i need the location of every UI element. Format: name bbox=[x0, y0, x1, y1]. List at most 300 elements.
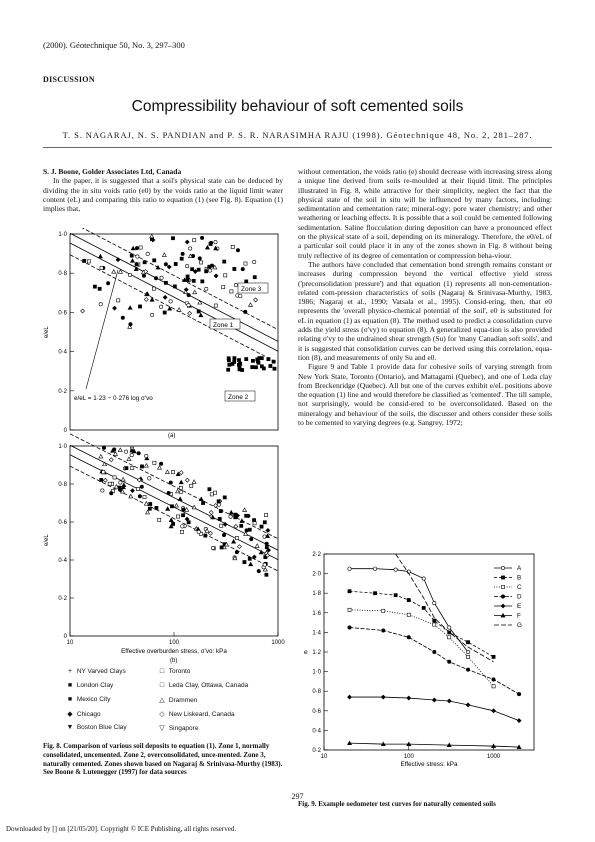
data-point bbox=[171, 522, 174, 525]
data-point bbox=[256, 358, 259, 361]
figure-8 bbox=[40, 228, 290, 668]
data-point bbox=[135, 246, 138, 249]
x-tick-label: 10 bbox=[320, 754, 328, 760]
data-point bbox=[174, 262, 177, 265]
data-point bbox=[394, 594, 397, 597]
fig8b-frame bbox=[70, 446, 278, 636]
data-point bbox=[232, 540, 236, 544]
data-point bbox=[128, 273, 131, 276]
data-point bbox=[124, 450, 127, 453]
data-point bbox=[205, 245, 209, 249]
data-point bbox=[121, 477, 125, 481]
data-point bbox=[100, 478, 103, 481]
data-point bbox=[131, 259, 135, 263]
data-point bbox=[213, 491, 216, 494]
fig8b-ylabel: e/eL bbox=[44, 534, 50, 546]
data-point bbox=[198, 300, 202, 304]
data-point bbox=[101, 489, 104, 492]
data-point bbox=[448, 626, 451, 629]
data-point bbox=[177, 308, 181, 312]
zone3-label: Zone 3 bbox=[241, 286, 262, 293]
data-point bbox=[165, 470, 169, 474]
data-point bbox=[160, 276, 163, 279]
data-point bbox=[179, 480, 183, 484]
data-point bbox=[190, 484, 193, 487]
data-point bbox=[223, 496, 226, 499]
zone2-label: Zone 2 bbox=[228, 394, 249, 401]
data-point bbox=[501, 604, 505, 608]
page-number: 297 bbox=[291, 792, 304, 801]
data-point bbox=[422, 577, 425, 580]
y-tick-label: 0·8 bbox=[312, 689, 321, 696]
legend-item: □ Toronto bbox=[159, 668, 191, 675]
legend-label: A bbox=[517, 565, 522, 573]
data-point bbox=[187, 303, 190, 306]
y-tick-label: 1·0 bbox=[312, 669, 321, 676]
y-tick-label: 0·4 bbox=[312, 728, 321, 735]
data-point bbox=[492, 655, 495, 658]
data-point bbox=[143, 261, 146, 264]
data-point bbox=[168, 307, 172, 311]
fig9-ylabel: e bbox=[304, 649, 308, 656]
data-point bbox=[205, 287, 208, 290]
data-point bbox=[167, 491, 170, 494]
data-point bbox=[260, 525, 263, 528]
data-point bbox=[466, 650, 469, 653]
data-point bbox=[235, 536, 238, 539]
zone-line bbox=[70, 255, 278, 363]
data-point bbox=[164, 263, 167, 266]
data-point bbox=[113, 306, 117, 310]
download-footer: Downloaded by [] on [21/05/20]. Copyright © ICE Publishing, all rights reserved. bbox=[6, 825, 237, 833]
data-point bbox=[433, 619, 436, 622]
data-point bbox=[382, 629, 385, 632]
data-point bbox=[108, 482, 111, 485]
data-point bbox=[214, 274, 218, 278]
data-point bbox=[193, 290, 197, 294]
data-point bbox=[118, 448, 122, 452]
data-point bbox=[245, 357, 248, 360]
fig8a-zone-lines bbox=[70, 228, 278, 363]
left-paragraph: In the paper, it is suggested that a soil's physical state can be deduced by dividing the in situ voids ratio (e0) by the voids ratio at the liquid limit water content (eL) and comparing this ratio to equation (1) (see Fig. 8). Equation (1) implies that, bbox=[43, 176, 283, 214]
data-point bbox=[125, 466, 128, 469]
data-point bbox=[373, 567, 376, 570]
data-point bbox=[239, 362, 242, 365]
legend-item: ■ London Clay bbox=[67, 682, 114, 689]
data-point bbox=[433, 650, 436, 653]
data-point bbox=[239, 294, 242, 297]
data-point bbox=[466, 641, 469, 644]
data-point bbox=[198, 257, 201, 260]
data-point bbox=[130, 489, 134, 493]
fig9-xlabel: Effective stress: kPa bbox=[400, 761, 458, 768]
right-paragraph-3: Figure 9 and Table 1 provide data for cohesive soils of varying strength from New York State, Toronto (Ontario), and Mattagami (Quebec), and one of Leda clay from Breckenridge (Quebec). All but one of the curves exhibit e/eL positions above the equation (1) line and would therefore be classified as 'cemented'. The till sample, not surprisingly, would be consid-ered to be overconsolidated. Based on the mineralogy and behaviour of the soils, the discusser and others consider these soils to be cemented to varying degrees (e.g. Sangrey, 1972; bbox=[298, 362, 552, 428]
data-point bbox=[228, 363, 231, 366]
data-point bbox=[152, 287, 155, 290]
legend-label: F bbox=[517, 612, 521, 620]
data-point bbox=[153, 259, 156, 262]
data-point bbox=[240, 519, 244, 523]
data-point bbox=[163, 311, 166, 314]
data-point bbox=[138, 305, 141, 308]
data-point bbox=[87, 260, 90, 263]
data-point bbox=[148, 507, 151, 510]
data-point bbox=[167, 265, 171, 269]
data-point bbox=[214, 240, 217, 243]
data-point bbox=[176, 515, 179, 518]
data-point bbox=[253, 276, 256, 279]
y-tick-label: 0·2 bbox=[312, 748, 321, 754]
data-point bbox=[241, 368, 244, 371]
data-point bbox=[348, 567, 351, 570]
fig8b-xlabel: Effective overburden stress, σ'vo: kPa bbox=[121, 648, 227, 655]
legend-label: E bbox=[517, 603, 522, 611]
data-point bbox=[433, 601, 436, 604]
fig8b-points bbox=[99, 446, 271, 576]
data-point bbox=[197, 268, 200, 271]
fig8a-ylabel: e/eL bbox=[44, 326, 50, 338]
data-point bbox=[214, 304, 217, 307]
data-point bbox=[98, 287, 101, 290]
data-point bbox=[382, 609, 385, 612]
fig9-caption: Fig. 9. Example oedometer test curves for naturally cemented soils bbox=[298, 800, 496, 808]
data-point bbox=[407, 696, 411, 700]
fig8a-yticks bbox=[58, 232, 74, 434]
data-point bbox=[237, 545, 241, 549]
data-point bbox=[156, 265, 160, 269]
fig8a-points bbox=[81, 234, 276, 371]
data-point bbox=[121, 316, 124, 319]
data-point bbox=[466, 655, 469, 658]
data-point bbox=[144, 464, 148, 468]
data-point bbox=[251, 366, 254, 369]
data-point bbox=[447, 699, 451, 703]
x-tick-label: 1000 bbox=[271, 640, 285, 646]
y-tick-label: 0·4 bbox=[58, 349, 67, 356]
data-point bbox=[263, 563, 266, 566]
data-point bbox=[135, 262, 138, 265]
data-point bbox=[204, 534, 207, 537]
data-point bbox=[150, 234, 154, 238]
data-point bbox=[265, 513, 268, 516]
y-tick-label: 1·0 bbox=[58, 444, 67, 450]
y-tick-label: 0·8 bbox=[58, 271, 67, 278]
fig9-curves bbox=[348, 554, 522, 749]
data-point bbox=[252, 519, 255, 522]
data-point bbox=[222, 533, 225, 536]
data-point bbox=[102, 471, 105, 474]
data-point bbox=[116, 258, 120, 262]
data-point bbox=[99, 454, 103, 458]
data-point bbox=[98, 254, 102, 258]
left-column-text bbox=[43, 167, 283, 213]
data-point bbox=[144, 297, 148, 301]
data-point bbox=[106, 282, 109, 285]
fig8b-panel-label: (b) bbox=[170, 658, 178, 664]
data-point bbox=[150, 313, 153, 316]
data-point bbox=[102, 446, 105, 449]
fig8a-panel-label: (a) bbox=[168, 433, 176, 439]
data-point bbox=[170, 505, 173, 508]
data-point bbox=[223, 260, 226, 263]
data-point bbox=[348, 626, 351, 629]
data-point bbox=[180, 257, 183, 260]
data-point bbox=[267, 358, 270, 361]
data-point bbox=[407, 613, 410, 616]
data-point bbox=[142, 274, 145, 277]
data-point bbox=[348, 590, 351, 593]
fig8-caption: Fig. 8. Comparison of various soil deposits to equation (1). Zone 1, normally consolidated, uncemented. Zone 2, overconsolidated, unce-mented. Zone 3, naturally cemented. Zones shown based on Nagaraj & Srinivasa-Murthy (1983). See Boone & Lutenegger (1997) for data sources bbox=[43, 742, 283, 777]
data-point bbox=[237, 359, 240, 362]
data-point bbox=[169, 518, 173, 522]
data-point bbox=[197, 310, 200, 313]
data-point bbox=[182, 508, 185, 511]
data-point bbox=[266, 528, 270, 532]
y-tick-label: 1·4 bbox=[312, 630, 321, 637]
data-point bbox=[127, 457, 131, 461]
data-point bbox=[171, 237, 174, 240]
data-point bbox=[209, 242, 212, 245]
data-point bbox=[252, 260, 255, 263]
y-tick-label: 0·8 bbox=[58, 482, 67, 488]
legend-item: △ Drammen bbox=[159, 697, 198, 704]
data-point bbox=[492, 709, 496, 713]
data-point bbox=[263, 521, 266, 524]
data-point bbox=[466, 703, 470, 707]
figure-9 bbox=[298, 548, 554, 798]
data-point bbox=[260, 365, 263, 368]
data-point bbox=[227, 357, 230, 360]
data-point bbox=[265, 546, 268, 549]
data-point bbox=[186, 275, 189, 278]
data-point bbox=[179, 486, 182, 489]
data-point bbox=[394, 568, 397, 571]
data-point bbox=[131, 466, 134, 469]
data-point bbox=[214, 503, 218, 507]
data-point bbox=[187, 521, 190, 524]
data-point bbox=[241, 267, 244, 270]
data-point bbox=[103, 478, 107, 482]
y-tick-label: 0 bbox=[63, 634, 67, 640]
curve-D bbox=[350, 628, 520, 695]
y-tick-label: 1·0 bbox=[58, 232, 67, 238]
data-point bbox=[139, 246, 142, 249]
data-point bbox=[265, 573, 268, 576]
data-point bbox=[188, 247, 191, 250]
data-point bbox=[158, 518, 161, 521]
data-point bbox=[136, 255, 139, 258]
data-point bbox=[173, 285, 176, 288]
curve-C bbox=[350, 610, 494, 686]
data-point bbox=[257, 361, 260, 364]
y-tick-label: 1·8 bbox=[312, 591, 321, 598]
data-point bbox=[348, 608, 351, 611]
data-point bbox=[117, 299, 120, 302]
y-tick-label: 0·4 bbox=[58, 558, 67, 564]
data-point bbox=[254, 298, 258, 302]
data-point bbox=[255, 544, 259, 548]
data-point bbox=[162, 253, 166, 257]
data-point bbox=[234, 513, 237, 516]
data-point bbox=[492, 678, 495, 681]
fig9-frame bbox=[324, 554, 534, 750]
fig8b-ticks bbox=[58, 444, 285, 646]
data-point bbox=[181, 514, 184, 517]
data-point bbox=[192, 480, 196, 484]
equation-arrow bbox=[86, 270, 118, 389]
data-point bbox=[112, 270, 116, 274]
data-point bbox=[146, 252, 149, 255]
legend-item: + NY Varved Clays bbox=[67, 668, 126, 675]
x-tick-label: 100 bbox=[403, 754, 414, 760]
data-point bbox=[164, 281, 167, 284]
data-point bbox=[200, 261, 203, 264]
data-point bbox=[433, 623, 436, 626]
data-point bbox=[179, 471, 183, 475]
y-tick-label: 0 bbox=[63, 428, 67, 434]
data-point bbox=[234, 283, 237, 286]
fig9-ticks bbox=[312, 552, 501, 760]
y-tick-label: 2·0 bbox=[312, 571, 321, 578]
data-point bbox=[192, 279, 195, 282]
data-point bbox=[245, 280, 248, 283]
data-point bbox=[144, 502, 148, 506]
data-point bbox=[244, 310, 247, 313]
data-point bbox=[188, 311, 192, 315]
right-paragraph-2: The authors have concluded that cementation bond strength remains constant or increases during compression beyond the vertical effective yield stress ('preconsolidation pressure') and that equation (1) represents all non-cementation-related com-pression characteristics of soils (Nagaraj & Srinivasa-Murthy, 1983, 1986; Nagaraj et al., 1990; Vatsala et al., 1995). Consid-ering, then, that e0 represents the 'overall physico-chemical potential of the soil', e0 is substituted for eL in equation (1) as equation (8). The method used to predict a consolidation curve adds the yield stress (σ'vy) to equation (8). A generalized equa-tion is also provided relating σ'vy to the undrained shear strength (Su) for 'many Canadian soft soils', and it is suggested that consolidation curves can be derived using this correlation, equa-tion (8), and measurements of only Su and e0. bbox=[298, 259, 552, 362]
data-point bbox=[501, 585, 504, 588]
journal-citation: (2000). Géotechnique 50, No. 3, 297–300 bbox=[43, 40, 185, 50]
data-point bbox=[235, 550, 238, 553]
data-point bbox=[201, 501, 204, 504]
data-point bbox=[220, 546, 223, 549]
data-point bbox=[128, 306, 132, 310]
data-point bbox=[245, 514, 248, 517]
y-tick-label: 0·2 bbox=[58, 596, 67, 602]
x-tick-label: 1000 bbox=[486, 754, 501, 760]
legend-item: ◆ Chicago bbox=[67, 711, 101, 718]
legend-label: C bbox=[517, 584, 522, 592]
data-point bbox=[193, 239, 196, 242]
data-point bbox=[140, 465, 143, 468]
data-point bbox=[243, 560, 246, 563]
data-point bbox=[208, 269, 211, 272]
data-point bbox=[140, 485, 143, 488]
y-tick-label: 1·2 bbox=[312, 650, 321, 656]
data-point bbox=[248, 303, 252, 307]
right-paragraph-1: without cementation, the voids ratio (e) should decrease with increasing stress along a unique line derived from soils re-moulded at their liquid limit. The principles illustrated in Fig. 8, while attractive for their simplicity, neglect the fact that the physical state of the soil in situ will be influenced by many factors, including: sedimentation and cementation rate; mineral-ogy; pore water chemistry; and other weathering or leaching effects. It is possible that a soil could be cemented following sedimentation. Saline flocculation during deposition can have a pronounced effect on the physical state of a soil, depending on its mineralogy. Therefore, the e0/eL of a particular soil could place it in any of the zones shown in Fig. 8 without being truly reflective of its degree of cementation or compression beha-viour. bbox=[298, 167, 552, 260]
data-point bbox=[240, 524, 243, 527]
data-point bbox=[99, 303, 102, 306]
data-point bbox=[269, 364, 272, 367]
data-point bbox=[169, 481, 172, 484]
data-point bbox=[448, 636, 451, 639]
data-point bbox=[218, 517, 221, 520]
y-tick-label: 0·6 bbox=[58, 310, 67, 317]
data-point bbox=[229, 515, 232, 518]
data-point bbox=[273, 367, 276, 370]
x-tick-label: 100 bbox=[168, 640, 180, 646]
legend-item: □ Leda Clay, Ottawa, Canada bbox=[159, 682, 249, 689]
right-column-text bbox=[298, 167, 552, 427]
zone-line bbox=[70, 228, 278, 330]
article-title: Compressibility behaviour of soft cemented soils bbox=[131, 98, 464, 115]
data-point bbox=[143, 495, 146, 498]
data-point bbox=[171, 470, 174, 473]
data-point bbox=[197, 530, 200, 533]
data-point bbox=[222, 286, 225, 289]
data-point bbox=[110, 492, 113, 495]
legend-label: D bbox=[517, 593, 522, 601]
legend-label: B bbox=[517, 574, 522, 582]
data-point bbox=[272, 360, 275, 363]
data-point bbox=[492, 685, 495, 688]
data-point bbox=[159, 305, 162, 308]
data-point bbox=[186, 278, 189, 281]
data-point bbox=[113, 476, 116, 479]
data-point bbox=[432, 698, 436, 702]
data-point bbox=[130, 254, 133, 257]
data-point bbox=[179, 490, 182, 493]
data-point bbox=[249, 562, 253, 566]
data-point bbox=[153, 461, 156, 464]
curve-B bbox=[350, 591, 494, 657]
data-point bbox=[250, 537, 253, 540]
data-point bbox=[248, 557, 251, 560]
legend-item: ◇ New Liskeard, Canada bbox=[159, 711, 235, 718]
data-point bbox=[145, 454, 148, 457]
section-heading: DISCUSSION bbox=[43, 75, 95, 84]
data-point bbox=[136, 487, 139, 490]
data-point bbox=[199, 313, 203, 317]
data-point bbox=[146, 510, 150, 514]
legend-item: ▽ Singapore bbox=[159, 725, 199, 732]
data-point bbox=[211, 546, 214, 549]
data-point bbox=[517, 719, 521, 723]
data-point bbox=[219, 509, 222, 512]
y-tick-label: 0·2 bbox=[58, 388, 67, 395]
data-point bbox=[265, 542, 268, 545]
data-point bbox=[244, 262, 247, 265]
y-tick-label: 0·6 bbox=[58, 520, 67, 526]
data-point bbox=[209, 510, 213, 514]
data-point bbox=[109, 458, 113, 462]
data-point bbox=[176, 489, 180, 493]
data-point bbox=[208, 488, 211, 491]
data-point bbox=[257, 569, 260, 572]
data-point bbox=[233, 267, 236, 270]
data-point bbox=[253, 522, 256, 525]
data-point bbox=[81, 309, 85, 313]
data-point bbox=[227, 368, 230, 371]
data-point bbox=[169, 300, 172, 303]
data-point bbox=[155, 506, 158, 509]
data-point bbox=[448, 660, 451, 663]
data-point bbox=[236, 249, 239, 252]
data-point bbox=[93, 285, 96, 288]
data-point bbox=[422, 606, 425, 609]
data-point bbox=[248, 528, 251, 531]
data-point bbox=[230, 290, 233, 293]
data-point bbox=[137, 451, 140, 454]
legend-item: ▼ Boston Blue Clay bbox=[66, 724, 127, 731]
data-point bbox=[185, 478, 189, 482]
data-point bbox=[348, 695, 352, 699]
data-point bbox=[501, 566, 504, 569]
data-point bbox=[130, 453, 133, 456]
data-point bbox=[166, 507, 170, 511]
data-point bbox=[158, 466, 162, 470]
